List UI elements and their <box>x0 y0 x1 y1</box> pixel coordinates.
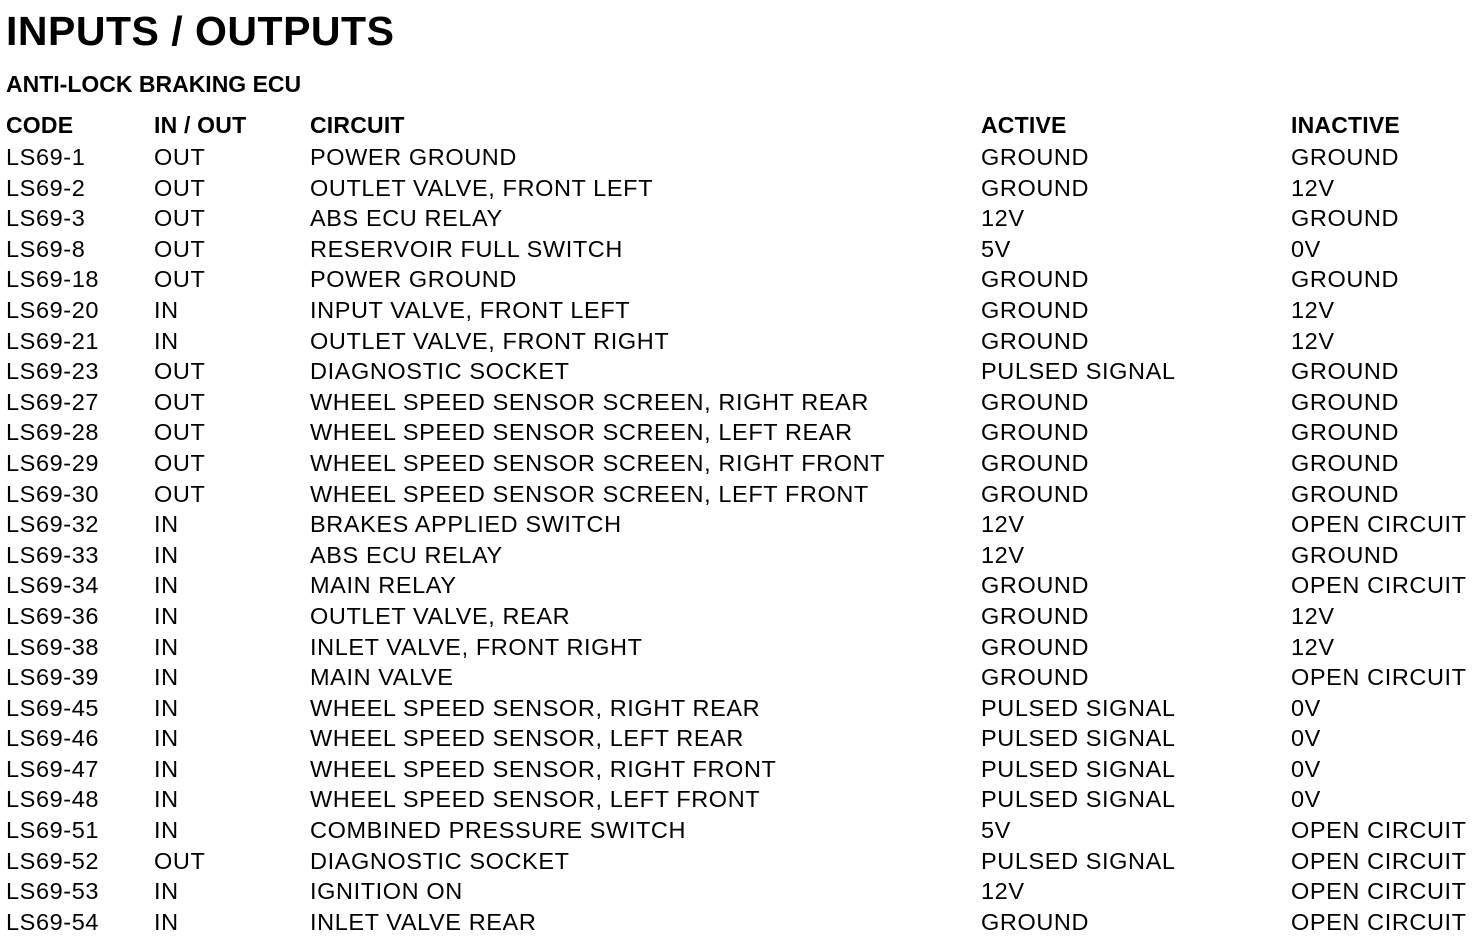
cell-code: LS69-23 <box>6 358 100 385</box>
cell-inactive: 0V <box>1291 725 1321 752</box>
cell-active: PULSED SIGNAL <box>981 725 1176 752</box>
cell-in-out: OUT <box>154 205 206 232</box>
cell-code: LS69-36 <box>6 602 100 629</box>
header-inactive: INACTIVE <box>1291 112 1400 138</box>
cell-circuit: WHEEL SPEED SENSOR, LEFT FRONT <box>310 786 761 813</box>
cell-in-out: IN <box>154 572 179 599</box>
cell-circuit: INLET VALVE, FRONT RIGHT <box>310 633 643 660</box>
cell-code: LS69-2 <box>6 174 86 201</box>
cell-inactive: GROUND <box>1291 144 1400 170</box>
table-row <box>0 570 1478 601</box>
cell-in-out: IN <box>154 908 179 935</box>
cell-circuit: RESERVOIR FULL SWITCH <box>310 235 623 262</box>
cell-code: LS69-29 <box>6 449 100 476</box>
cell-code: LS69-54 <box>6 908 100 935</box>
cell-active: GROUND <box>981 633 1090 660</box>
cell-active: 12V <box>981 511 1025 538</box>
cell-in-out: IN <box>154 327 179 354</box>
cell-in-out: OUT <box>154 847 206 874</box>
table-row <box>0 876 1478 907</box>
cell-circuit: WHEEL SPEED SENSOR SCREEN, LEFT REAR <box>310 419 853 446</box>
cell-inactive: 12V <box>1291 327 1335 354</box>
cell-inactive: GROUND <box>1291 449 1400 476</box>
cell-inactive: GROUND <box>1291 541 1400 568</box>
cell-in-out: OUT <box>154 235 206 262</box>
cell-in-out: IN <box>154 817 179 844</box>
cell-active: GROUND <box>981 664 1090 691</box>
table-row <box>0 326 1478 357</box>
cell-in-out: IN <box>154 694 179 721</box>
cell-circuit: WHEEL SPEED SENSOR SCREEN, RIGHT FRONT <box>310 449 886 476</box>
cell-inactive: GROUND <box>1291 388 1400 415</box>
cell-circuit: OUTLET VALVE, REAR <box>310 602 571 629</box>
table-row <box>0 356 1478 387</box>
cell-code: LS69-30 <box>6 480 100 507</box>
cell-code: LS69-8 <box>6 235 86 262</box>
cell-active: PULSED SIGNAL <box>981 755 1176 782</box>
cell-inactive: GROUND <box>1291 358 1400 385</box>
cell-inactive: GROUND <box>1291 205 1400 232</box>
cell-in-out: OUT <box>154 419 206 446</box>
cell-code: LS69-51 <box>6 817 100 844</box>
cell-in-out: IN <box>154 878 179 905</box>
table-row <box>0 479 1478 510</box>
cell-code: LS69-20 <box>6 296 100 323</box>
cell-inactive: 0V <box>1291 235 1321 262</box>
cell-active: GROUND <box>981 144 1090 170</box>
cell-inactive: OPEN CIRCUIT <box>1291 817 1467 844</box>
table-body <box>0 142 1478 937</box>
cell-active: PULSED SIGNAL <box>981 786 1176 813</box>
cell-inactive: 12V <box>1291 602 1335 629</box>
cell-in-out: OUT <box>154 449 206 476</box>
cell-active: GROUND <box>981 480 1090 507</box>
cell-active: GROUND <box>981 296 1090 323</box>
cell-circuit: WHEEL SPEED SENSOR, RIGHT FRONT <box>310 755 777 782</box>
cell-inactive: 12V <box>1291 296 1335 323</box>
cell-inactive: GROUND <box>1291 480 1400 507</box>
cell-in-out: IN <box>154 786 179 813</box>
cell-active: 5V <box>981 817 1011 844</box>
cell-active: GROUND <box>981 572 1090 599</box>
cell-circuit: POWER GROUND <box>310 144 517 170</box>
table-row <box>0 815 1478 846</box>
cell-code: LS69-39 <box>6 664 100 691</box>
cell-inactive: OPEN CIRCUIT <box>1291 878 1467 905</box>
cell-code: LS69-33 <box>6 541 100 568</box>
cell-code: LS69-48 <box>6 786 100 813</box>
cell-active: GROUND <box>981 908 1090 935</box>
cell-circuit: DIAGNOSTIC SOCKET <box>310 847 570 874</box>
cell-active: GROUND <box>981 327 1090 354</box>
cell-circuit: WHEEL SPEED SENSOR SCREEN, RIGHT REAR <box>310 388 869 415</box>
table-row <box>0 723 1478 754</box>
cell-in-out: OUT <box>154 144 206 170</box>
cell-code: LS69-1 <box>6 144 86 170</box>
table-row <box>0 754 1478 785</box>
cell-code: LS69-34 <box>6 572 100 599</box>
cell-code: LS69-45 <box>6 694 100 721</box>
cell-active: GROUND <box>981 174 1090 201</box>
cell-code: LS69-21 <box>6 327 100 354</box>
cell-circuit: ABS ECU RELAY <box>310 541 503 568</box>
cell-circuit: ABS ECU RELAY <box>310 205 503 232</box>
cell-circuit: WHEEL SPEED SENSOR, RIGHT REAR <box>310 694 761 721</box>
cell-in-out: OUT <box>154 266 206 293</box>
cell-inactive: 0V <box>1291 755 1321 782</box>
table-row <box>0 907 1478 938</box>
cell-in-out: OUT <box>154 358 206 385</box>
cell-active: GROUND <box>981 449 1090 476</box>
table-row <box>0 203 1478 234</box>
header-code: CODE <box>6 112 74 138</box>
table-row <box>0 509 1478 540</box>
cell-in-out: OUT <box>154 174 206 201</box>
cell-active: PULSED SIGNAL <box>981 694 1176 721</box>
cell-inactive: GROUND <box>1291 266 1400 293</box>
cell-circuit: COMBINED PRESSURE SWITCH <box>310 817 687 844</box>
cell-active: 12V <box>981 205 1025 232</box>
header-circuit: CIRCUIT <box>310 112 405 138</box>
cell-inactive: 12V <box>1291 174 1335 201</box>
table-row <box>0 387 1478 418</box>
cell-in-out: IN <box>154 664 179 691</box>
table-row <box>0 295 1478 326</box>
cell-inactive: OPEN CIRCUIT <box>1291 511 1467 538</box>
cell-active: 12V <box>981 541 1025 568</box>
cell-in-out: IN <box>154 296 179 323</box>
cell-circuit: MAIN VALVE <box>310 664 454 691</box>
cell-code: LS69-18 <box>6 266 100 293</box>
cell-circuit: MAIN RELAY <box>310 572 457 599</box>
cell-active: 12V <box>981 878 1025 905</box>
cell-code: LS69-47 <box>6 755 100 782</box>
cell-circuit: POWER GROUND <box>310 266 517 293</box>
header-active: ACTIVE <box>981 112 1067 138</box>
cell-active: GROUND <box>981 266 1090 293</box>
cell-active: PULSED SIGNAL <box>981 358 1176 385</box>
cell-in-out: IN <box>154 511 179 538</box>
cell-circuit: WHEEL SPEED SENSOR SCREEN, LEFT FRONT <box>310 480 869 507</box>
cell-in-out: IN <box>154 725 179 752</box>
cell-inactive: 12V <box>1291 633 1335 660</box>
cell-code: LS69-46 <box>6 725 100 752</box>
cell-inactive: OPEN CIRCUIT <box>1291 908 1467 935</box>
table-header-row <box>0 110 1478 142</box>
table-row <box>0 693 1478 724</box>
cell-inactive: OPEN CIRCUIT <box>1291 664 1467 691</box>
cell-code: LS69-27 <box>6 388 100 415</box>
cell-active: GROUND <box>981 388 1090 415</box>
page-title: INPUTS / OUTPUTS <box>6 8 395 54</box>
table-row <box>0 234 1478 265</box>
table-row <box>0 632 1478 663</box>
table-row <box>0 448 1478 479</box>
cell-code: LS69-52 <box>6 847 100 874</box>
cell-circuit: WHEEL SPEED SENSOR, LEFT REAR <box>310 725 744 752</box>
io-table <box>0 110 1478 937</box>
cell-active: GROUND <box>981 419 1090 446</box>
table-row <box>0 662 1478 693</box>
cell-circuit: IGNITION ON <box>310 878 463 905</box>
cell-in-out: IN <box>154 602 179 629</box>
cell-code: LS69-3 <box>6 205 86 232</box>
cell-inactive: 0V <box>1291 694 1321 721</box>
cell-circuit: INLET VALVE REAR <box>310 908 537 935</box>
cell-code: LS69-32 <box>6 511 100 538</box>
cell-inactive: OPEN CIRCUIT <box>1291 847 1467 874</box>
cell-inactive: GROUND <box>1291 419 1400 446</box>
cell-active: PULSED SIGNAL <box>981 847 1176 874</box>
cell-code: LS69-53 <box>6 878 100 905</box>
cell-circuit: OUTLET VALVE, FRONT LEFT <box>310 174 654 201</box>
table-row <box>0 540 1478 571</box>
cell-active: 5V <box>981 235 1011 262</box>
cell-active: GROUND <box>981 602 1090 629</box>
cell-circuit: INPUT VALVE, FRONT LEFT <box>310 296 631 323</box>
section-title: ANTI-LOCK BRAKING ECU <box>6 71 302 97</box>
cell-circuit: BRAKES APPLIED SWITCH <box>310 511 622 538</box>
cell-circuit: OUTLET VALVE, FRONT RIGHT <box>310 327 670 354</box>
header-in-out: IN / OUT <box>154 112 247 138</box>
cell-in-out: IN <box>154 633 179 660</box>
cell-in-out: IN <box>154 541 179 568</box>
table-row <box>0 173 1478 204</box>
table-row <box>0 784 1478 815</box>
cell-in-out: IN <box>154 755 179 782</box>
cell-circuit: DIAGNOSTIC SOCKET <box>310 358 570 385</box>
table-row <box>0 142 1478 173</box>
cell-in-out: OUT <box>154 480 206 507</box>
cell-code: LS69-38 <box>6 633 100 660</box>
cell-code: LS69-28 <box>6 419 100 446</box>
table-row <box>0 846 1478 877</box>
table-row <box>0 601 1478 632</box>
table-row <box>0 264 1478 295</box>
cell-inactive: 0V <box>1291 786 1321 813</box>
cell-inactive: OPEN CIRCUIT <box>1291 572 1467 599</box>
cell-in-out: OUT <box>154 388 206 415</box>
table-row <box>0 417 1478 448</box>
